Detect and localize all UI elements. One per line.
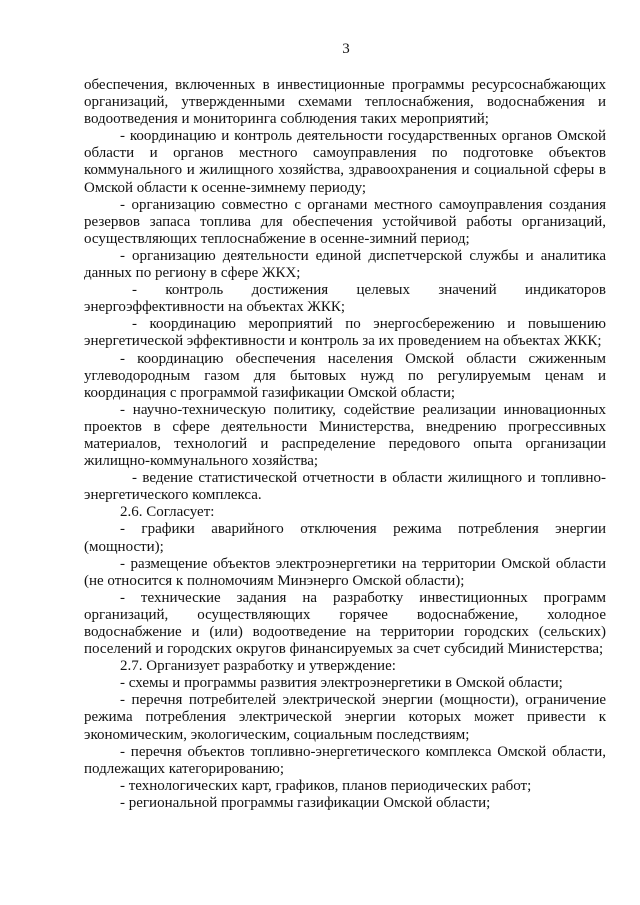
paragraph: - координацию мероприятий по энергосбережению и повышению энергетической эффективности и контроль за их проведением на объектах ЖКК; — [84, 316, 606, 350]
paragraph: - ведение статистической отчетности в области жилищного и топливно-энергетического комплекса. — [84, 470, 606, 504]
paragraph: - научно-техническую политику, содействие реализации инновационных проектов в сфере деятельности Министерства, внедрению прогрессивных материалов, технологий и распределение передового опыта организации жилищно-коммунального хозяйства; — [84, 401, 606, 470]
paragraph: - координацию и контроль деятельности государственных органов Омской области и органов местного самоуправления по подготовке объектов коммунального и жилищного хозяйства, здравоохранения и социальной сферы в Омской области к осенне-зимнему периоду; — [84, 128, 606, 196]
paragraph: - размещение объектов электроэнергетики на территории Омской области (не относится к полномочиям Минэнерго Омской области); — [84, 555, 606, 589]
paragraph: - перечня потребителей электрической энергии (мощности), ограничение режима потребления электрической энергии которых может привести к экономическим, экологическим, социальным последствиям; — [84, 692, 606, 743]
paragraph: - региональной программы газификации Омской области; — [120, 794, 491, 811]
section-heading: 2.6. Согласует: — [120, 504, 215, 521]
paragraph: обеспечения, включенных в инвестиционные программы ресурсоснабжающих организаций, утвержденными схемами теплоснабжения, водоснабжения и водоотведения и мониторинга соблюдения таких мероприятий; — [84, 77, 606, 128]
paragraph: - технические задания на разработку инвестиционных программ организаций, осуществляющих горячее водоснабжение, холодное водоснабжение и (или) водоотведение на территории городских (сельских) поселений и городских округов финансируемых за счет субсидий Министерства; — [84, 589, 606, 658]
paragraph: - организацию совместно с органами местного самоуправления создания резервов запаса топлива для обеспечения устойчивой работы организаций, осуществляющих теплоснабжение в осенне-зимний период; — [84, 196, 606, 247]
paragraph: - перечня объектов топливно-энергетического комплекса Омской области, подлежащих категорированию; — [84, 743, 606, 777]
paragraph: - схемы и программы развития электроэнергетики в Омской области; — [120, 675, 563, 692]
document-body — [84, 77, 606, 812]
section-heading: 2.7. Организует разработку и утверждение: — [120, 658, 396, 675]
paragraph: - технологических карт, графиков, планов периодических работ; — [120, 777, 532, 794]
page-number: 3 — [342, 41, 350, 57]
paragraph: - организацию деятельности единой диспетчерской службы и аналитика данных по региону в сфере ЖКХ; — [84, 247, 606, 282]
paragraph: - графики аварийного отключения режима потребления энергии (мощности); — [84, 521, 606, 555]
paragraph: - контроль достижения целевых значений индикаторов энергоэффективности на объектах ЖКК; — [84, 282, 606, 316]
paragraph: - координацию обеспечения населения Омской области сжиженным углеводородным газом для бытовых нужд по регулируемым ценам и координация с программой газификации Омской области; — [84, 350, 606, 401]
